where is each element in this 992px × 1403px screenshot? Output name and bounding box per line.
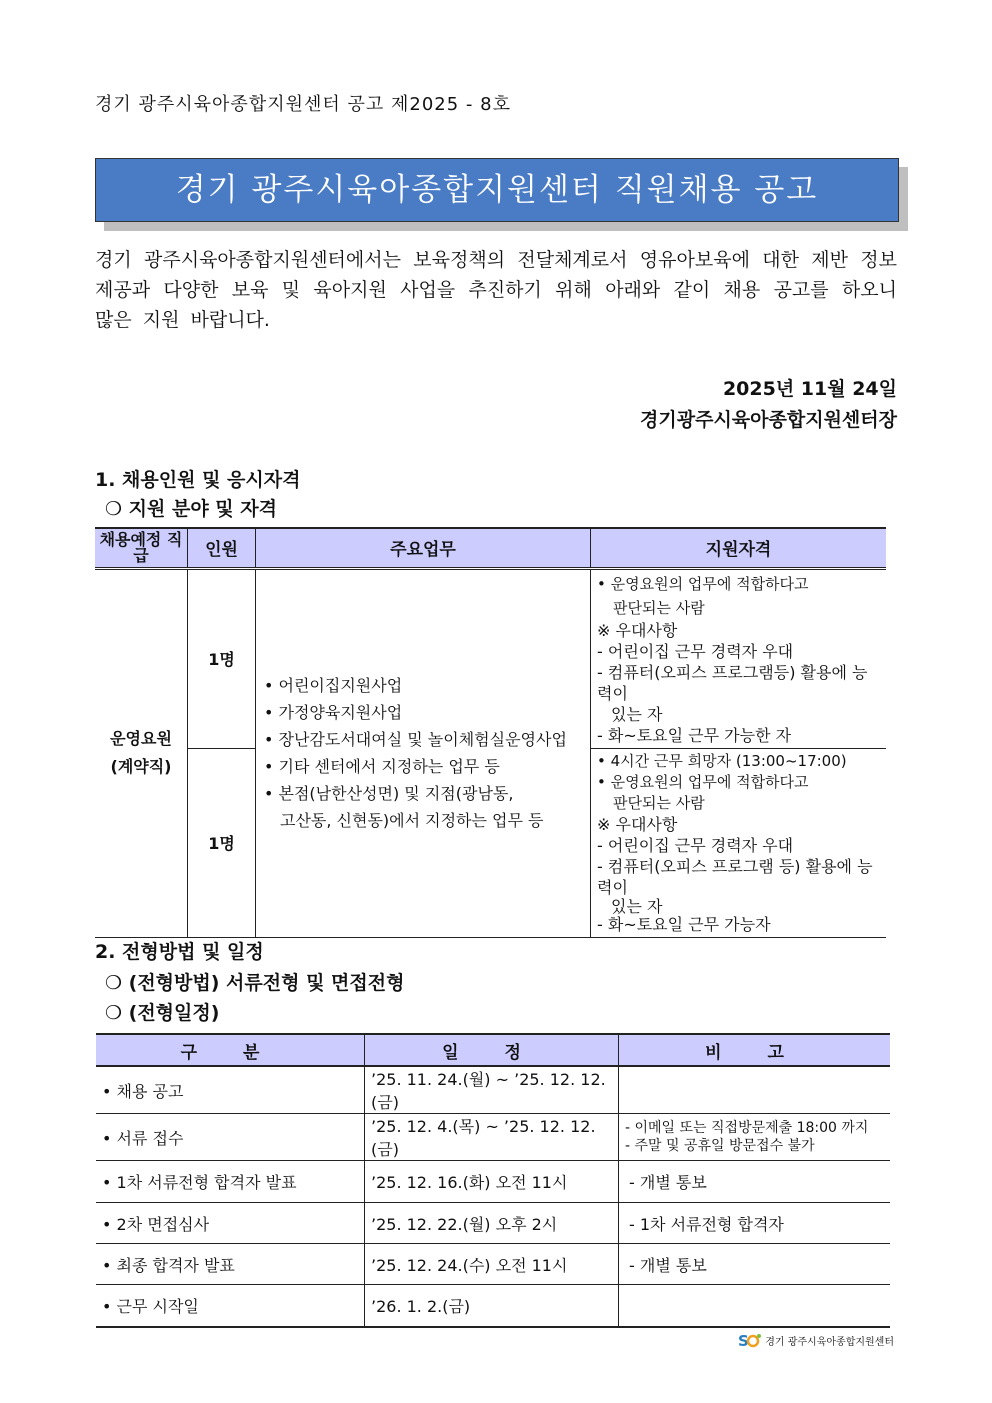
qual: • 운영요원의 업무에 적합하다고 [597,772,809,791]
qual: • 운영요원의 업무에 적합하다고 [597,574,809,593]
position-type: (계약직) [110,757,172,776]
qual: - 화~토요일 근무 가능한 자 [597,725,792,745]
center-logo [738,1332,894,1348]
remark: - 주말 및 공휴일 방문접수 불가 [625,1138,815,1154]
qual: ※ 우대사항 [597,814,678,834]
qualifications-1 [591,568,887,748]
qual: - 컴퓨터(오피스 프로그램 등) 활용에 능력이 [597,856,873,897]
svg-text:S: S [738,1332,750,1348]
schedule-date: ’25. 12. 24.(수) 오전 11시 [365,1244,619,1285]
schedule-remarks [619,1285,891,1327]
remark: - 1차 서류전형 합격자 [629,1214,784,1234]
duty: • 가정양육지원사업 [264,703,403,722]
duty: • 본점(남한산성면) 및 지점(광남동, [264,784,514,803]
schedule-table [96,1033,890,1328]
remark: - 개별 통보 [629,1255,707,1275]
qualifications-2 [591,748,887,937]
schedule-remarks [619,1244,891,1285]
schedule-item: • 최종 합격자 발표 [96,1244,365,1285]
qual: 있는 자 [611,896,663,916]
header-position: 채용예정 직급 [95,528,188,568]
qual: 있는 자 [611,704,663,724]
qual: - 어린이집 근무 경력자 우대 [597,641,794,661]
schedule-remarks [619,1161,891,1203]
duty: • 어린이집지원사업 [264,676,403,695]
header-schedule: 일 정 [365,1034,619,1066]
section1-subheading: ❍ 지원 분야 및 자격 [105,498,277,520]
count-1: 1명 [188,568,256,748]
qual: 판단되는 사람 [613,793,705,812]
schedule-date: ’25. 12. 22.(월) 오후 2시 [365,1203,619,1244]
schedule-item: • 채용 공고 [96,1066,365,1114]
qual: - 화~토요일 근무 가능자 [597,914,771,934]
header-category: 구 분 [96,1034,365,1066]
duty: 고산동, 신현동)에서 지정하는 업무 등 [280,811,544,830]
schedule-row [96,1114,890,1161]
schedule-item: • 서류 접수 [96,1114,365,1161]
qual: • 4시간 근무 희망자 (13:00~17:00) [597,751,847,770]
schedule-item: • 1차 서류전형 합격자 발표 [96,1161,365,1203]
qual: - 어린이집 근무 경력자 우대 [597,835,794,855]
position-cell [95,568,188,937]
schedule-row [96,1244,890,1285]
schedule-row [96,1203,890,1244]
schedule-remarks [619,1066,891,1114]
header-count: 인원 [188,528,256,568]
header-duties: 주요업무 [256,528,591,568]
section2-heading: 2. 전형방법 및 일정 [95,941,264,963]
qual: - 컴퓨터(오피스 프로그램등) 활용에 능력이 [597,662,868,703]
duties-cell [256,568,591,937]
schedule-remarks [619,1203,891,1244]
position: 운영요원 [110,729,172,748]
qual: 판단되는 사람 [613,598,705,617]
qual: ※ 우대사항 [597,620,678,640]
header-qualifications: 지원자격 [591,528,887,568]
schedule-item: • 근무 시작일 [96,1285,365,1327]
duty: • 기타 센터에서 지정하는 업무 등 [264,757,500,776]
schedule-date: ’25. 11. 24.(월) ~ ’25. 12. 12.(금) [365,1066,619,1114]
intro-paragraph: 경기 광주시육아종합지원센터에서는 보육정책의 전달체계로서 영유아보육에 대한 제반 정보 제공과 다양한 보육 및 육아지원 사업을 추진하기 위해 아래와 같이 채용 공고를 하오니 많은 지원 바랍니다. [95,249,897,331]
schedule-date: ’25. 12. 4.(목) ~ ’25. 12. 12.(금) [365,1114,619,1161]
page-title: 경기 광주시육아종합지원센터 직원채용 공고 [95,158,899,222]
logo-text: 경기 광주시육아종합지원센터 [765,1336,894,1348]
schedule-date: ’26. 1. 2.(금) [365,1285,619,1327]
count-2: 1명 [188,748,256,937]
schedule-row [96,1066,890,1114]
schedule-row [96,1285,890,1327]
logo-icon [738,1332,762,1348]
notice-date: 2025년 11월 24일 [722,378,897,400]
schedule-date: ’25. 12. 16.(화) 오전 11시 [365,1161,619,1203]
schedule-remarks [619,1114,891,1161]
section2-schedule-heading: ❍ (전형일정) [105,1002,220,1024]
recruitment-table [95,527,886,938]
header-remarks: 비 고 [619,1034,891,1066]
issuer: 경기광주시육아종합지원센터장 [640,409,897,431]
schedule-item: • 2차 면접심사 [96,1203,365,1244]
remark: - 이메일 또는 직접방문제출 18:00 까지 [625,1120,869,1136]
remark: - 개별 통보 [629,1173,707,1192]
notice-number: 경기 광주시육아종합지원센터 공고 제2025 - 8호 [95,94,511,115]
section2-method: ❍ (전형방법) 서류전형 및 면접전형 [105,972,405,994]
section1-heading: 1. 채용인원 및 응시자격 [95,469,301,491]
duty: • 장난감도서대여실 및 놀이체험실운영사업 [264,730,567,749]
schedule-row [96,1161,890,1203]
